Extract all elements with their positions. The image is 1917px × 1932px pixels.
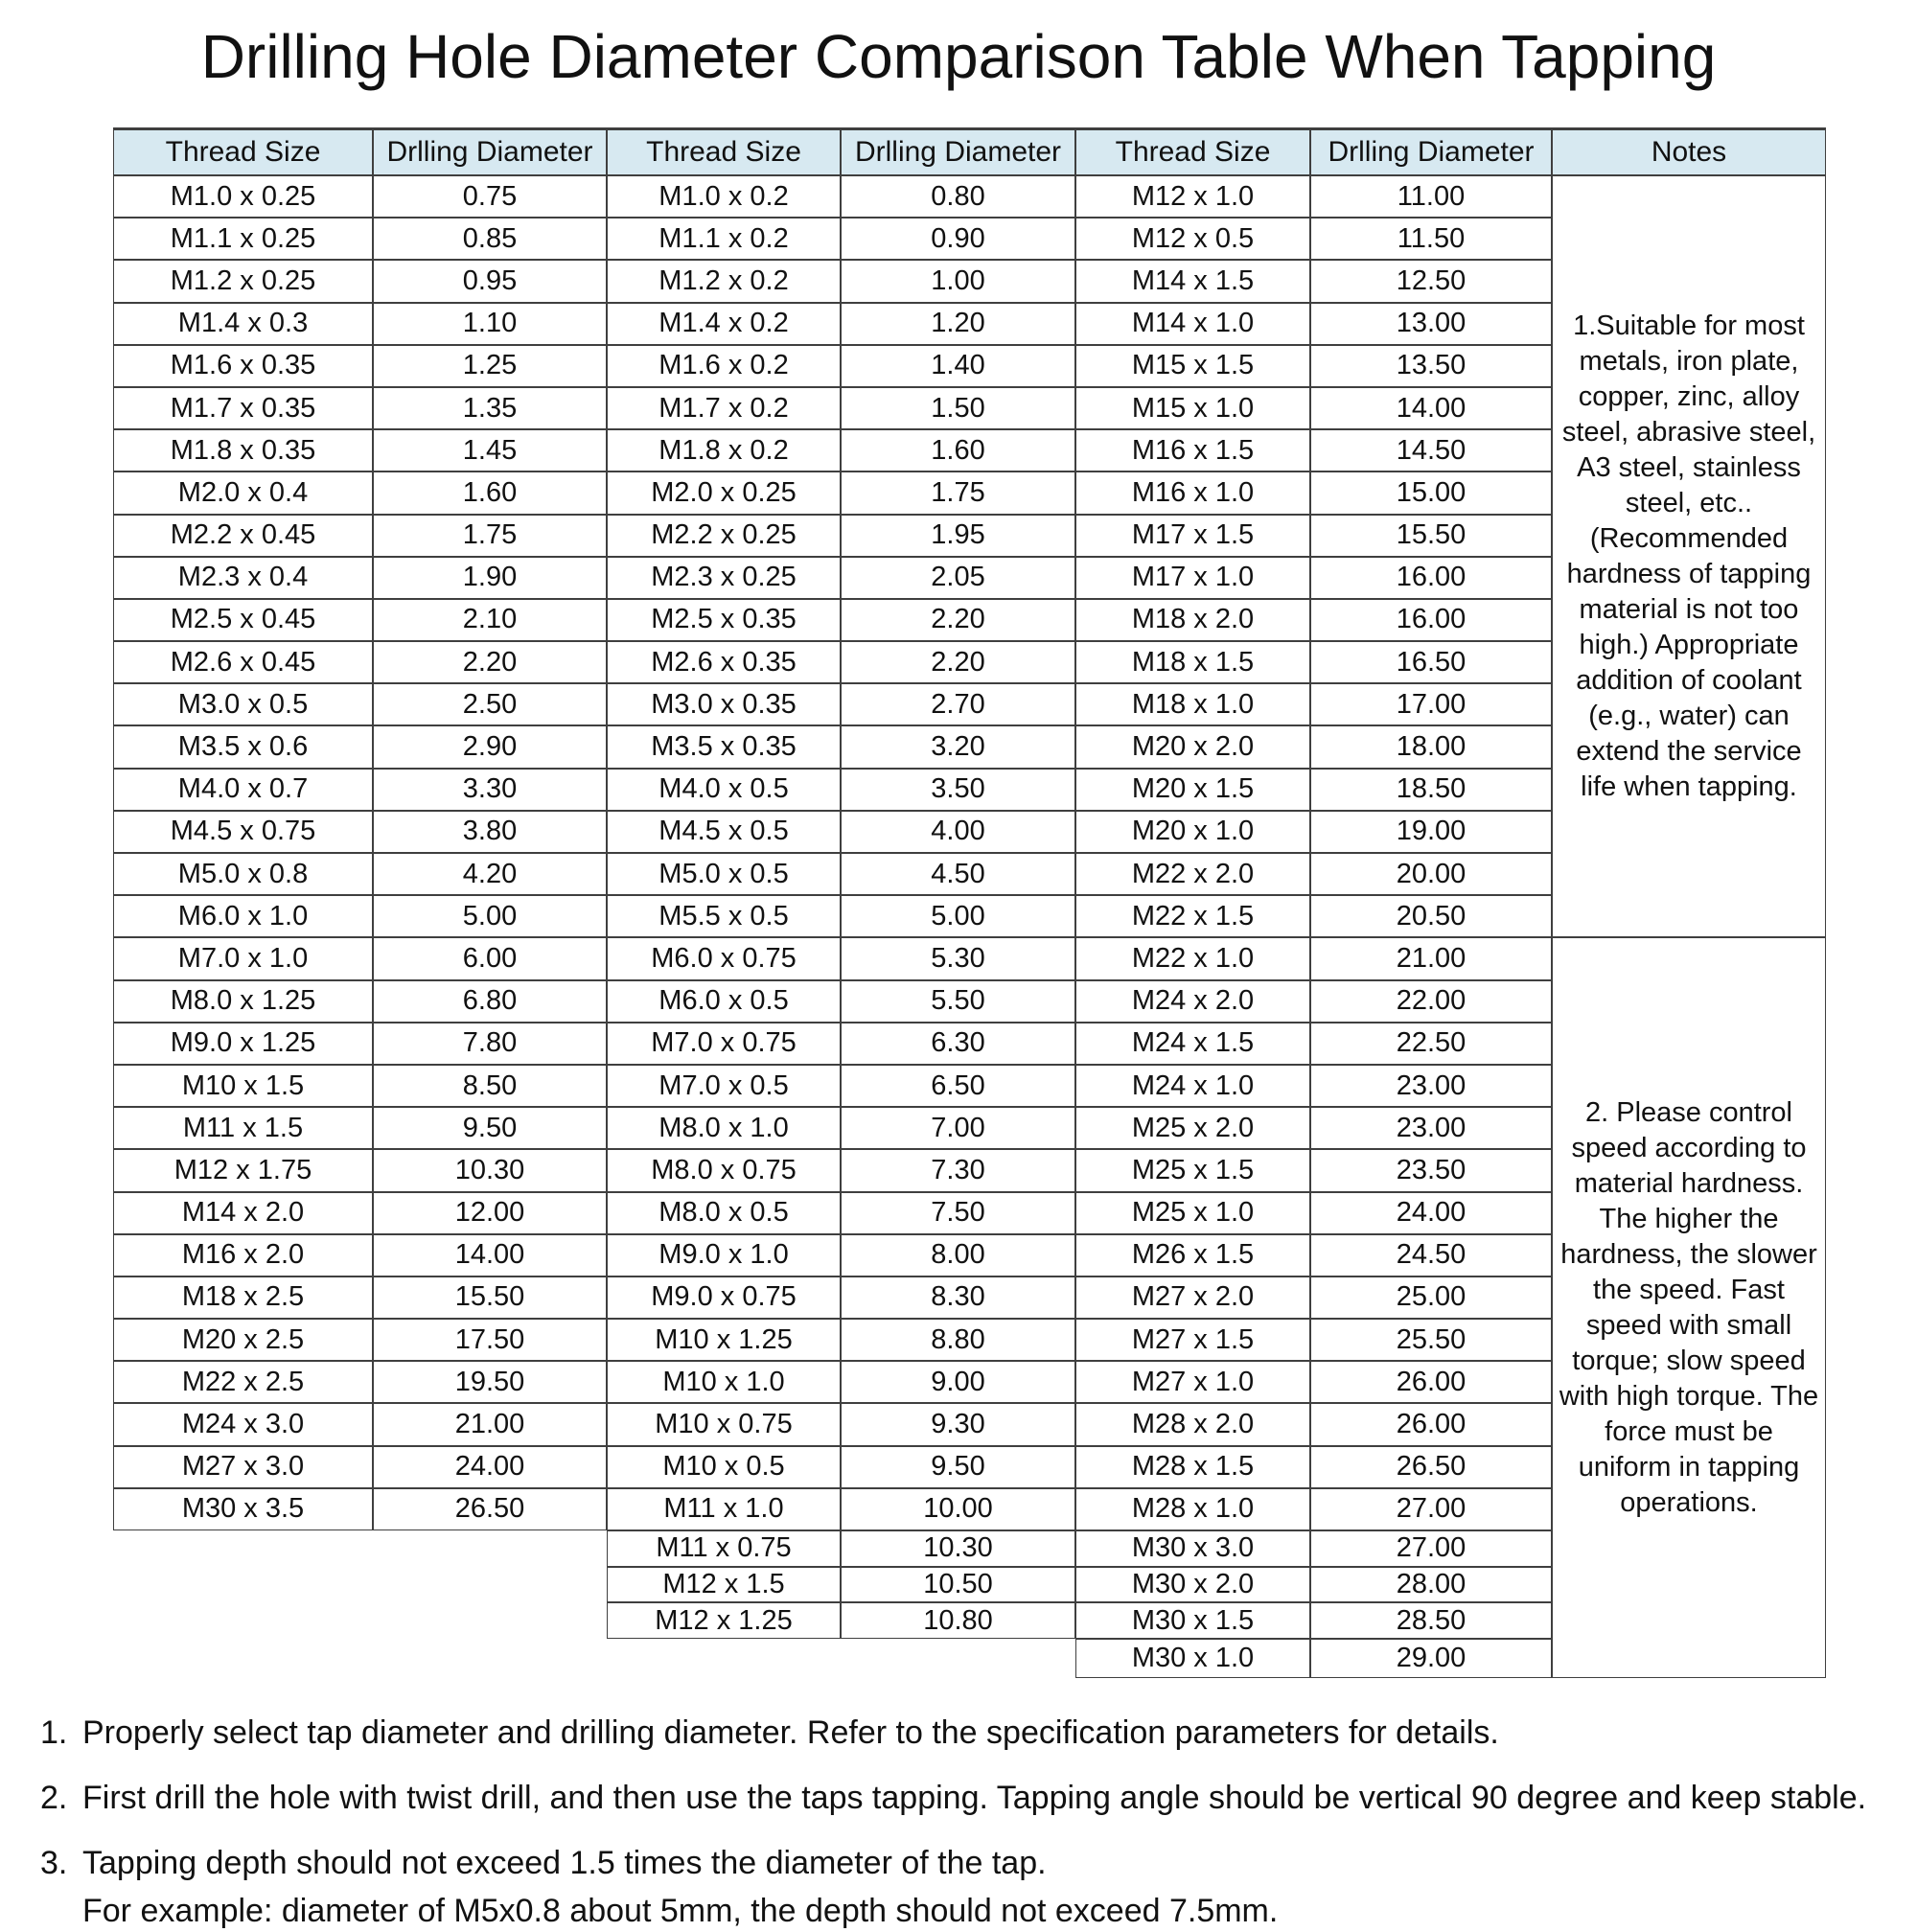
drilling-diameter-cell: 23.00	[1310, 1065, 1552, 1107]
drilling-diameter-cell: 24.00	[1310, 1192, 1552, 1234]
thread-size-cell: M5.0 x 0.5	[607, 853, 841, 895]
thread-size-cell: M2.3 x 0.4	[113, 557, 373, 599]
thread-size-cell: M20 x 2.5	[113, 1319, 373, 1361]
footer-note-line	[40, 1842, 1890, 1884]
drilling-diameter-cell: 28.00	[1310, 1567, 1552, 1603]
thread-size-cell: M10 x 1.5	[113, 1065, 373, 1107]
drilling-diameter-cell: 4.50	[841, 853, 1075, 895]
thread-size-cell: M12 x 0.5	[1075, 218, 1310, 260]
column-header: Drlling Diameter	[373, 127, 607, 175]
drilling-diameter-cell: 11.50	[1310, 218, 1552, 260]
drilling-diameter-cell: 10.30	[841, 1530, 1075, 1567]
drilling-diameter-cell: 16.50	[1310, 641, 1552, 683]
drilling-diameter-cell: 10.00	[841, 1488, 1075, 1530]
drilling-diameter-cell: 25.00	[1310, 1276, 1552, 1319]
thread-size-cell: M16 x 1.5	[1075, 429, 1310, 472]
thread-size-cell: M22 x 2.0	[1075, 853, 1310, 895]
drilling-diameter-cell: 26.00	[1310, 1361, 1552, 1403]
thread-size-cell: M4.5 x 0.75	[113, 811, 373, 853]
drilling-diameter-cell: 1.90	[373, 557, 607, 599]
thread-size-cell: M25 x 2.0	[1075, 1107, 1310, 1149]
drilling-diameter-cell: 23.00	[1310, 1107, 1552, 1149]
thread-size-cell: M24 x 3.0	[113, 1403, 373, 1445]
drilling-diameter-cell: 16.00	[1310, 557, 1552, 599]
drilling-diameter-cell: 14.00	[1310, 387, 1552, 429]
footer-note-number: 3.	[40, 1845, 68, 1881]
thread-size-cell: M3.5 x 0.6	[113, 725, 373, 768]
thread-size-cell: M28 x 1.5	[1075, 1446, 1310, 1488]
drilling-diameter-cell: 5.50	[841, 980, 1075, 1023]
drilling-diameter-cell: 29.00	[1310, 1639, 1552, 1678]
drilling-diameter-cell: 8.80	[841, 1319, 1075, 1361]
drilling-diameter-cell: 15.00	[1310, 472, 1552, 514]
thread-size-cell: M14 x 1.0	[1075, 303, 1310, 345]
drilling-diameter-cell: 10.50	[841, 1567, 1075, 1603]
column-header: Notes	[1552, 127, 1826, 175]
thread-size-cell: M2.2 x 0.25	[607, 515, 841, 557]
thread-size-cell: M17 x 1.0	[1075, 557, 1310, 599]
thread-size-cell: M22 x 1.5	[1075, 895, 1310, 937]
footer-note-line	[40, 1890, 1890, 1932]
notes-cell: 2. Please control speed according to material hardness. The higher the hardness, the slower the speed. Fast speed with small torque; slow speed with high torque. The force must be uniform in tapping operations.	[1552, 937, 1826, 1678]
thread-size-cell: M20 x 2.0	[1075, 725, 1310, 768]
thread-size-cell: M2.0 x 0.4	[113, 472, 373, 514]
drilling-diameter-cell: 2.10	[373, 599, 607, 641]
drilling-diameter-cell: 5.00	[841, 895, 1075, 937]
drilling-diameter-cell: 22.50	[1310, 1023, 1552, 1065]
thread-size-cell: M20 x 1.0	[1075, 811, 1310, 853]
thread-size-cell: M30 x 1.0	[1075, 1639, 1310, 1678]
drilling-diameter-cell: 1.20	[841, 303, 1075, 345]
thread-size-cell: M6.0 x 0.75	[607, 937, 841, 979]
column-header: Thread Size	[607, 127, 841, 175]
thread-size-cell: M30 x 1.5	[1075, 1602, 1310, 1639]
column-header: Drlling Diameter	[1310, 127, 1552, 175]
column-header: Thread Size	[113, 127, 373, 175]
drilling-diameter-cell: 6.30	[841, 1023, 1075, 1065]
drilling-diameter-cell: 8.50	[373, 1065, 607, 1107]
thread-size-cell: M2.2 x 0.45	[113, 515, 373, 557]
drilling-diameter-cell: 1.45	[373, 429, 607, 472]
drilling-diameter-cell: 0.75	[373, 175, 607, 218]
thread-size-cell: M7.0 x 0.5	[607, 1065, 841, 1107]
drilling-diameter-cell: 2.70	[841, 683, 1075, 725]
footer-note-text: For example: diameter of M5x0.8 about 5mm, the depth should not exceed 7.5mm.	[82, 1893, 1279, 1929]
thread-size-cell: M3.5 x 0.35	[607, 725, 841, 768]
thread-size-cell: M3.0 x 0.35	[607, 683, 841, 725]
drilling-diameter-cell: 2.90	[373, 725, 607, 768]
thread-size-cell: M1.0 x 0.2	[607, 175, 841, 218]
footer-note-text: First drill the hole with twist drill, and then use the taps tapping. Tapping angle should be vertical 90 degree and keep stable.	[82, 1780, 1867, 1816]
thread-size-cell: M1.2 x 0.2	[607, 260, 841, 302]
drilling-diameter-cell: 18.00	[1310, 725, 1552, 768]
thread-size-cell: M5.5 x 0.5	[607, 895, 841, 937]
drilling-diameter-cell: 20.00	[1310, 853, 1552, 895]
drilling-diameter-cell: 26.00	[1310, 1403, 1552, 1445]
drilling-diameter-cell: 2.05	[841, 557, 1075, 599]
drilling-diameter-cell: 1.75	[841, 472, 1075, 514]
drilling-diameter-cell: 9.00	[841, 1361, 1075, 1403]
drilling-diameter-cell: 0.90	[841, 218, 1075, 260]
drilling-diameter-cell: 2.20	[841, 599, 1075, 641]
thread-size-cell: M30 x 2.0	[1075, 1567, 1310, 1603]
thread-size-cell: M8.0 x 1.0	[607, 1107, 841, 1149]
thread-size-cell: M10 x 0.75	[607, 1403, 841, 1445]
footer-note-number: 2.	[40, 1780, 68, 1816]
drilling-diameter-cell: 15.50	[1310, 515, 1552, 557]
thread-size-cell: M14 x 1.5	[1075, 260, 1310, 302]
thread-size-cell: M8.0 x 0.5	[607, 1192, 841, 1234]
drilling-diameter-cell: 0.80	[841, 175, 1075, 218]
thread-size-cell: M18 x 1.0	[1075, 683, 1310, 725]
thread-size-cell: M1.7 x 0.2	[607, 387, 841, 429]
thread-size-cell: M2.5 x 0.45	[113, 599, 373, 641]
thread-size-cell: M12 x 1.0	[1075, 175, 1310, 218]
drilling-diameter-cell: 2.20	[841, 641, 1075, 683]
drilling-diameter-cell: 9.30	[841, 1403, 1075, 1445]
drilling-diameter-cell: 0.95	[373, 260, 607, 302]
thread-size-cell: M2.0 x 0.25	[607, 472, 841, 514]
drilling-diameter-cell: 1.35	[373, 387, 607, 429]
column-header: Thread Size	[1075, 127, 1310, 175]
drilling-diameter-cell: 6.50	[841, 1065, 1075, 1107]
thread-size-cell: M24 x 1.5	[1075, 1023, 1310, 1065]
thread-size-cell: M10 x 1.0	[607, 1361, 841, 1403]
drilling-diameter-cell: 27.00	[1310, 1488, 1552, 1530]
footer-note-line	[40, 1712, 1890, 1754]
thread-size-cell: M1.8 x 0.2	[607, 429, 841, 472]
thread-size-cell: M1.2 x 0.25	[113, 260, 373, 302]
thread-size-cell: M15 x 1.0	[1075, 387, 1310, 429]
drilling-diameter-cell: 12.50	[1310, 260, 1552, 302]
thread-size-cell: M2.6 x 0.35	[607, 641, 841, 683]
drilling-diameter-cell: 18.50	[1310, 769, 1552, 811]
thread-size-cell: M6.0 x 1.0	[113, 895, 373, 937]
drilling-diameter-cell: 28.50	[1310, 1602, 1552, 1639]
thread-size-cell: M1.1 x 0.25	[113, 218, 373, 260]
thread-size-cell: M30 x 3.5	[113, 1488, 373, 1530]
drilling-diameter-cell: 1.60	[841, 429, 1075, 472]
drilling-diameter-cell: 17.50	[373, 1319, 607, 1361]
thread-size-cell: M24 x 2.0	[1075, 980, 1310, 1023]
drilling-diameter-cell: 11.00	[1310, 175, 1552, 218]
thread-size-cell: M27 x 2.0	[1075, 1276, 1310, 1319]
drilling-diameter-cell: 5.00	[373, 895, 607, 937]
thread-size-cell: M9.0 x 1.0	[607, 1234, 841, 1276]
drilling-diameter-cell: 5.30	[841, 937, 1075, 979]
thread-size-cell: M1.1 x 0.2	[607, 218, 841, 260]
thread-size-cell: M17 x 1.5	[1075, 515, 1310, 557]
thread-size-cell: M15 x 1.5	[1075, 345, 1310, 387]
column-header: Drlling Diameter	[841, 127, 1075, 175]
drilling-diameter-cell: 9.50	[373, 1107, 607, 1149]
drilling-diameter-cell: 26.50	[373, 1488, 607, 1530]
thread-size-cell: M1.4 x 0.2	[607, 303, 841, 345]
drilling-diameter-cell: 4.20	[373, 853, 607, 895]
thread-size-cell: M11 x 1.5	[113, 1107, 373, 1149]
drilling-diameter-cell: 4.00	[841, 811, 1075, 853]
drilling-diameter-cell: 7.30	[841, 1149, 1075, 1191]
thread-size-cell: M18 x 2.0	[1075, 599, 1310, 641]
drilling-diameter-cell: 10.80	[841, 1602, 1075, 1639]
thread-size-cell: M2.5 x 0.35	[607, 599, 841, 641]
footer-note-text: Properly select tap diameter and drilling diameter. Refer to the specification parameters for details.	[82, 1714, 1499, 1751]
thread-size-cell: M6.0 x 0.5	[607, 980, 841, 1023]
drilling-diameter-cell: 13.50	[1310, 345, 1552, 387]
thread-size-cell: M1.4 x 0.3	[113, 303, 373, 345]
thread-size-cell: M12 x 1.75	[113, 1149, 373, 1191]
drilling-diameter-cell: 24.50	[1310, 1234, 1552, 1276]
drilling-diameter-cell: 14.00	[373, 1234, 607, 1276]
thread-size-cell: M8.0 x 1.25	[113, 980, 373, 1023]
drilling-diameter-cell: 8.30	[841, 1276, 1075, 1319]
drilling-diameter-cell: 12.00	[373, 1192, 607, 1234]
drilling-diameter-cell: 21.00	[373, 1403, 607, 1445]
thread-size-cell: M25 x 1.5	[1075, 1149, 1310, 1191]
drilling-diameter-cell: 1.50	[841, 387, 1075, 429]
thread-size-cell: M4.0 x 0.7	[113, 769, 373, 811]
drilling-diameter-cell: 3.80	[373, 811, 607, 853]
thread-size-cell: M20 x 1.5	[1075, 769, 1310, 811]
thread-size-cell: M1.0 x 0.25	[113, 175, 373, 218]
footer-note-line	[40, 1777, 1890, 1819]
drilling-diameter-cell: 7.50	[841, 1192, 1075, 1234]
thread-size-cell: M7.0 x 0.75	[607, 1023, 841, 1065]
thread-size-cell: M28 x 2.0	[1075, 1403, 1310, 1445]
thread-size-cell: M22 x 2.5	[113, 1361, 373, 1403]
thread-size-cell: M11 x 0.75	[607, 1530, 841, 1567]
drilling-diameter-cell: 14.50	[1310, 429, 1552, 472]
thread-size-cell: M18 x 2.5	[113, 1276, 373, 1319]
drilling-diameter-cell: 1.40	[841, 345, 1075, 387]
thread-size-cell: M12 x 1.25	[607, 1602, 841, 1639]
notes-cell: 1.Suitable for most metals, iron plate, copper, zinc, alloy steel, abrasive steel, A3 steel, stainless steel, etc..(Recommended hardness of tapping material is not too high.) Appropriate addition of coolant (e.g., water) can extend the service life when tapping.	[1552, 175, 1826, 937]
thread-size-cell: M24 x 1.0	[1075, 1065, 1310, 1107]
thread-size-cell: M8.0 x 0.75	[607, 1149, 841, 1191]
footer-note-text: Tapping depth should not exceed 1.5 times the diameter of the tap.	[82, 1845, 1047, 1881]
thread-size-cell: M1.8 x 0.35	[113, 429, 373, 472]
thread-size-cell: M2.6 x 0.45	[113, 641, 373, 683]
footer-note-number: 1.	[40, 1714, 68, 1751]
thread-size-cell: M4.0 x 0.5	[607, 769, 841, 811]
drilling-diameter-cell: 15.50	[373, 1276, 607, 1319]
thread-size-cell: M16 x 2.0	[113, 1234, 373, 1276]
thread-size-cell: M27 x 1.0	[1075, 1361, 1310, 1403]
thread-size-cell: M10 x 0.5	[607, 1446, 841, 1488]
page-title: Drilling Hole Diameter Comparison Table When Tapping	[200, 22, 1717, 91]
drilling-diameter-cell: 1.00	[841, 260, 1075, 302]
thread-size-cell: M9.0 x 1.25	[113, 1023, 373, 1065]
thread-size-cell: M12 x 1.5	[607, 1567, 841, 1603]
drilling-diameter-cell: 7.00	[841, 1107, 1075, 1149]
drilling-diameter-cell: 3.30	[373, 769, 607, 811]
drilling-diameter-cell: 25.50	[1310, 1319, 1552, 1361]
drilling-diameter-cell: 10.30	[373, 1149, 607, 1191]
drilling-diameter-cell: 0.85	[373, 218, 607, 260]
thread-size-cell: M1.6 x 0.35	[113, 345, 373, 387]
thread-size-cell: M9.0 x 0.75	[607, 1276, 841, 1319]
drilling-diameter-cell: 1.60	[373, 472, 607, 514]
thread-size-cell: M4.5 x 0.5	[607, 811, 841, 853]
thread-size-cell: M3.0 x 0.5	[113, 683, 373, 725]
thread-size-cell: M1.7 x 0.35	[113, 387, 373, 429]
drilling-diameter-cell: 1.10	[373, 303, 607, 345]
drilling-diameter-cell: 1.75	[373, 515, 607, 557]
drilling-diameter-cell: 27.00	[1310, 1530, 1552, 1567]
thread-size-cell: M5.0 x 0.8	[113, 853, 373, 895]
thread-size-cell: M16 x 1.0	[1075, 472, 1310, 514]
drilling-diameter-cell: 17.00	[1310, 683, 1552, 725]
drilling-diameter-cell: 24.00	[373, 1446, 607, 1488]
footer-note-number	[40, 1890, 82, 1932]
drilling-diameter-cell: 6.00	[373, 937, 607, 979]
thread-size-cell: M25 x 1.0	[1075, 1192, 1310, 1234]
thread-size-cell: M11 x 1.0	[607, 1488, 841, 1530]
drilling-diameter-cell: 26.50	[1310, 1446, 1552, 1488]
drilling-diameter-cell: 22.00	[1310, 980, 1552, 1023]
drilling-diameter-cell: 13.00	[1310, 303, 1552, 345]
footer-notes	[40, 1712, 1890, 1932]
drilling-comparison-table	[113, 127, 1826, 1678]
drilling-diameter-cell: 19.00	[1310, 811, 1552, 853]
thread-size-cell: M30 x 3.0	[1075, 1530, 1310, 1567]
thread-size-cell: M7.0 x 1.0	[113, 937, 373, 979]
drilling-diameter-cell: 2.50	[373, 683, 607, 725]
drilling-diameter-cell: 19.50	[373, 1361, 607, 1403]
drilling-diameter-cell: 21.00	[1310, 937, 1552, 979]
drilling-diameter-cell: 7.80	[373, 1023, 607, 1065]
thread-size-cell: M2.3 x 0.25	[607, 557, 841, 599]
drilling-diameter-cell: 6.80	[373, 980, 607, 1023]
thread-size-cell: M1.6 x 0.2	[607, 345, 841, 387]
drilling-diameter-cell: 1.25	[373, 345, 607, 387]
thread-size-cell: M22 x 1.0	[1075, 937, 1310, 979]
thread-size-cell: M27 x 3.0	[113, 1446, 373, 1488]
drilling-diameter-cell: 8.00	[841, 1234, 1075, 1276]
drilling-diameter-cell: 3.20	[841, 725, 1075, 768]
thread-size-cell: M18 x 1.5	[1075, 641, 1310, 683]
drilling-diameter-cell: 20.50	[1310, 895, 1552, 937]
drilling-diameter-cell: 9.50	[841, 1446, 1075, 1488]
drilling-diameter-cell: 1.95	[841, 515, 1075, 557]
thread-size-cell: M26 x 1.5	[1075, 1234, 1310, 1276]
drilling-diameter-cell: 23.50	[1310, 1149, 1552, 1191]
thread-size-cell: M10 x 1.25	[607, 1319, 841, 1361]
drilling-diameter-cell: 3.50	[841, 769, 1075, 811]
drilling-diameter-cell: 16.00	[1310, 599, 1552, 641]
drilling-diameter-cell: 2.20	[373, 641, 607, 683]
thread-size-cell: M28 x 1.0	[1075, 1488, 1310, 1530]
thread-size-cell: M14 x 2.0	[113, 1192, 373, 1234]
thread-size-cell: M27 x 1.5	[1075, 1319, 1310, 1361]
